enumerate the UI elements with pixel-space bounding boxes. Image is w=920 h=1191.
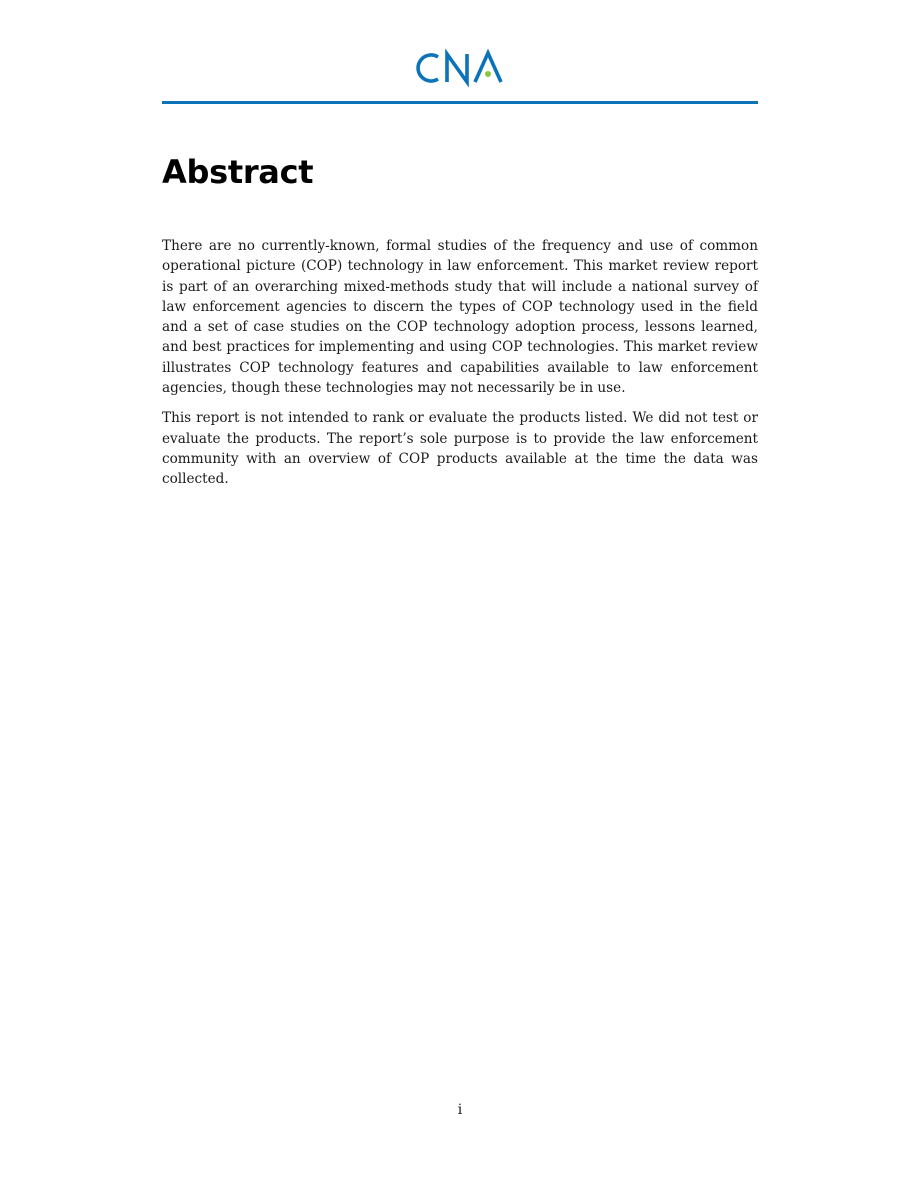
page-number: i (457, 1102, 463, 1118)
header-rule (162, 101, 758, 104)
page-title: Abstract (162, 153, 314, 191)
cna-logo (412, 48, 508, 88)
abstract-paragraph-2: This report is not intended to rank or evaluate the products listed. We did not test or evaluate the products. The report’s sole purpose is to provide the law enforcement community with an overview of COP products available at the time the data was collected. (162, 410, 758, 488)
page-header (162, 48, 758, 106)
abstract-body (162, 236, 758, 500)
abstract-paragraph-1: There are no currently-known, formal studies of the frequency and use of common operational picture (COP) technology in law enforcement. This market review report is part of an overarching mixed-methods study that will include a national survey of law enforcement agencies to discern the types of COP technology used in the field and a set of case studies on the COP technology adoption process, lessons learned, and best practices for implementing and using COP technologies. This market review illustrates COP technology features and capabilities available to law enforcement agencies, though these technologies may not necessarily be in use. (162, 238, 758, 397)
